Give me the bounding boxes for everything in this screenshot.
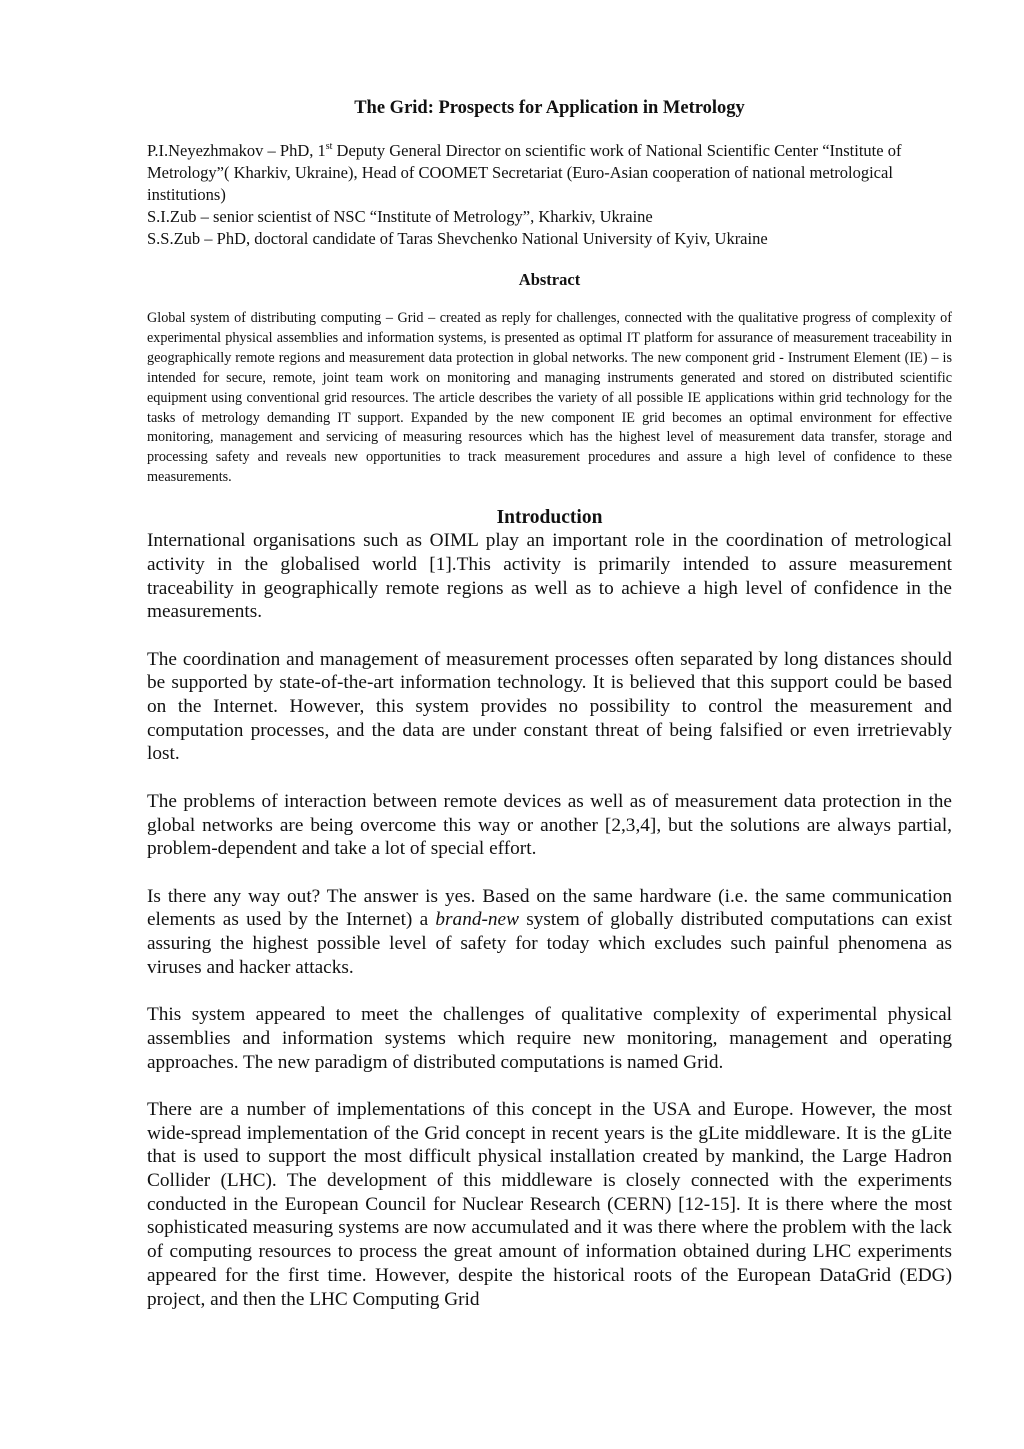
intro-paragraph-6: There are a number of implementations of this concept in the USA and Europe. However, the most wide-spread implementation of the Grid concept in recent years is the gLite middleware. It is the gLite that is used to support the most difficult physical installation created by mankind, the Large Hadron Collider (LHC). The development of this middleware is closely connected with the experiments conducted in the European Council for Nuclear Research (CERN) [12-15]. It is there where the most sophisticated measuring systems are now accumulated and it was there where the problem with the lack of computing resources to process the great amount of information obtained during LHC experiments appeared for the first time. However, despite the historical roots of the European DataGrid (EDG) project, and then the LHC Computing Grid xyxy=(147,1098,952,1310)
intro-paragraph-4-end: system of globally distributed computations can exist assuring the highest possible level of safety for today which excludes such painful phenomena as viruses and hacker attacks. xyxy=(147,909,952,978)
paper-page xyxy=(147,96,952,1335)
intro-paragraph-1: International organisations such as OIML play an important role in the coordination of metrological activity in the globalised world [1].This activity is primarily intended to assure measurement traceability in geographically remote regions as well as to achieve a high level of confidence in the measurements. xyxy=(147,530,952,623)
intro-paragraph-2: The coordination and management of measurement processes often separated by long distances should be supported by state-of-the-art information technology. It is believed that this support could be based on the Internet. However, this system provides no possibility to control the measurement and computation processes, and the data are under constant threat of being falsified or even irretrievably lost. xyxy=(147,648,952,765)
author-1-superscript: st xyxy=(325,141,333,152)
introduction-heading: Introduction xyxy=(496,507,603,529)
intro-paragraph-5: This system appeared to meet the challenges of qualitative complexity of experimental physical assemblies and information systems which require new monitoring, management and operating approaches. The new paradigm of distributed computations is named Grid. xyxy=(147,1004,952,1073)
intro-paragraph-3: The problems of interaction between remote devices as well as of measurement data protection in the global networks are being overcome this way or another [2,3,4], but the solutions are always partial, problem-dependent and take a lot of special effort. xyxy=(147,790,952,860)
intro-paragraph-4 xyxy=(147,885,952,980)
paper-title: The Grid: Prospects for Application in Metrology xyxy=(354,98,745,118)
author-list xyxy=(147,140,952,250)
abstract-heading: Abstract xyxy=(518,270,581,289)
abstract-text: Global system of distributing computing – Grid – created as reply for challenges, connected with the qualitative progress of complexity of experimental physical assemblies and information systems, is presented as optimal IT platform for assurance of measurement traceability in geographically remote regions and measurement data protection in global networks. The new component grid - Instrument Element (IE) – is intended for secure, remote, joint team work on monitoring and managing instruments generated and stored on distributed scientific equipment using conventional grid resources. The article describes the variety of all possible IE applications within grid technology for the tasks of metrology demanding IT support. Expanded by the new component IE grid becomes an optimal environment for effective monitoring, management and servicing of measuring resources which has the highest level of measurement data transfer, storage and processing safety and reveals new opportunities to track measurement procedures and assure a high level of confidence to these measurements. xyxy=(147,310,952,486)
author-1 xyxy=(147,140,952,206)
author-3: S.S.Zub – PhD, doctoral candidate of Taras Shevchenko National University of Kyiv, Ukraine xyxy=(147,229,768,248)
author-1-name: P.I.Neyezhmakov – PhD, 1 xyxy=(147,141,326,160)
author-1-affiliation: Deputy General Director on scientific work of National Scientific Center “Institute of Metrology”( Kharkiv, Ukraine), Head of COOMET Secretariat (Euro-Asian cooperation of national metrological institutions) xyxy=(147,141,902,204)
intro-paragraph-4-start: Is there any way out? The answer is yes. Based on the same hardware (i.e. the same communication elements as used by the Internet) a xyxy=(147,885,952,931)
brand-new-emphasis: brand-new xyxy=(435,909,519,931)
author-2: S.I.Zub – senior scientist of NSC “Institute of Metrology”, Kharkiv, Ukraine xyxy=(147,207,653,226)
